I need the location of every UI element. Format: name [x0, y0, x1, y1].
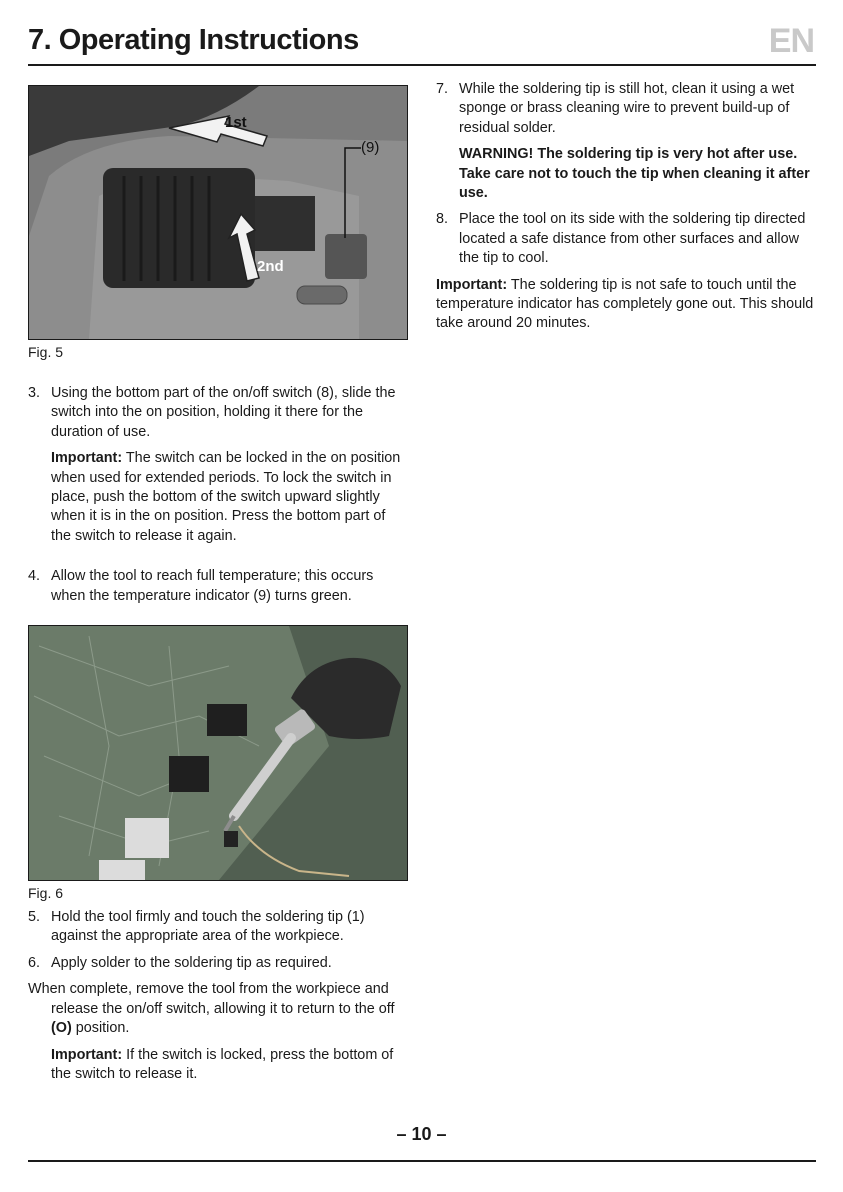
- step-8: [436, 210, 818, 268]
- switch-photo-icon: [29, 86, 408, 339]
- completion-text: [28, 980, 408, 1038]
- step-8-text: Place the tool on its side with the soldering tip directed located a safe distance from other surfaces and allow the tip to cool.: [459, 211, 806, 267]
- step-6-text: Apply solder to the soldering tip as required.: [51, 954, 332, 971]
- left-column: [28, 85, 408, 1084]
- step-5-text: Hold the tool firmly and touch the soldering tip (1) against the appropriate area of the workpiece.: [51, 909, 365, 945]
- step-3-note-text: The switch can be locked in the on position when used for extended periods. To lock the switch in place, push the bottom of the switch upward slightly when it is in the on position. Press the bottom part of the switch to release it again.: [51, 450, 401, 544]
- step-7: [436, 80, 818, 138]
- completion-note-label: Important:: [51, 1046, 123, 1063]
- important-note-text: The soldering tip is not safe to touch until the temperature indicator has completely gone out. This should take around 20 minutes.: [436, 276, 814, 332]
- pcb-soldering-photo-icon: [29, 626, 408, 880]
- step-3: [28, 384, 408, 442]
- fig5-label-1st: 1st: [225, 114, 247, 131]
- step-5-number: 5.: [28, 909, 41, 926]
- page-number: – 10 –: [396, 1124, 447, 1144]
- figure-5-caption: Fig. 5: [28, 344, 64, 360]
- off-symbol: (O): [51, 1020, 72, 1037]
- step-4: [28, 567, 408, 606]
- step-7-text: While the soldering tip is still hot, clean it using a wet sponge or brass cleaning wire to prevent build-up of residual solder.: [459, 81, 795, 136]
- section-title: 7. Operating Instructions: [28, 24, 359, 56]
- step-3-text: Using the bottom part of the on/off switch (8), slide the switch into the on position, holding it there for the duration of use.: [51, 385, 396, 440]
- step-3-note: [28, 449, 408, 546]
- fig5-label-indicator: (9): [361, 139, 380, 156]
- completion-text-before: When complete, remove the tool from the workpiece and release the on/off switch, allowing it to return to the off: [28, 981, 395, 1017]
- step-6: [28, 954, 408, 973]
- important-note: [436, 276, 818, 334]
- page-header: [28, 20, 816, 66]
- step-4-number: 4.: [28, 568, 41, 585]
- right-column: [436, 80, 818, 334]
- figure-6-image: [28, 625, 408, 881]
- step-3-note-label: Important:: [51, 450, 123, 467]
- language-badge: EN: [768, 22, 814, 60]
- step-6-number: 6.: [28, 954, 41, 971]
- step-3-number: 3.: [28, 385, 41, 401]
- footer-divider: [28, 1160, 816, 1162]
- warning-text: WARNING! The soldering tip is very hot after use. Take care not to touch the tip when cleaning it after use.: [459, 146, 810, 202]
- completion-note-text: If the switch is locked, press the bottom of the switch to release it.: [51, 1046, 394, 1082]
- fig5-label-2nd: 2nd: [257, 258, 284, 275]
- step-5: [28, 908, 408, 947]
- figure-5-image: [28, 85, 408, 340]
- figure-6-caption: Fig. 6: [28, 885, 64, 902]
- step-7-number: 7.: [436, 81, 449, 97]
- step-8-number: 8.: [436, 211, 449, 228]
- completion-note: [28, 1046, 408, 1085]
- completion-text-after: position.: [71, 1020, 130, 1037]
- important-note-label: Important:: [436, 276, 508, 293]
- step-4-text: Allow the tool to reach full temperature; this occurs when the temperature indicator (9) turns green.: [51, 568, 374, 604]
